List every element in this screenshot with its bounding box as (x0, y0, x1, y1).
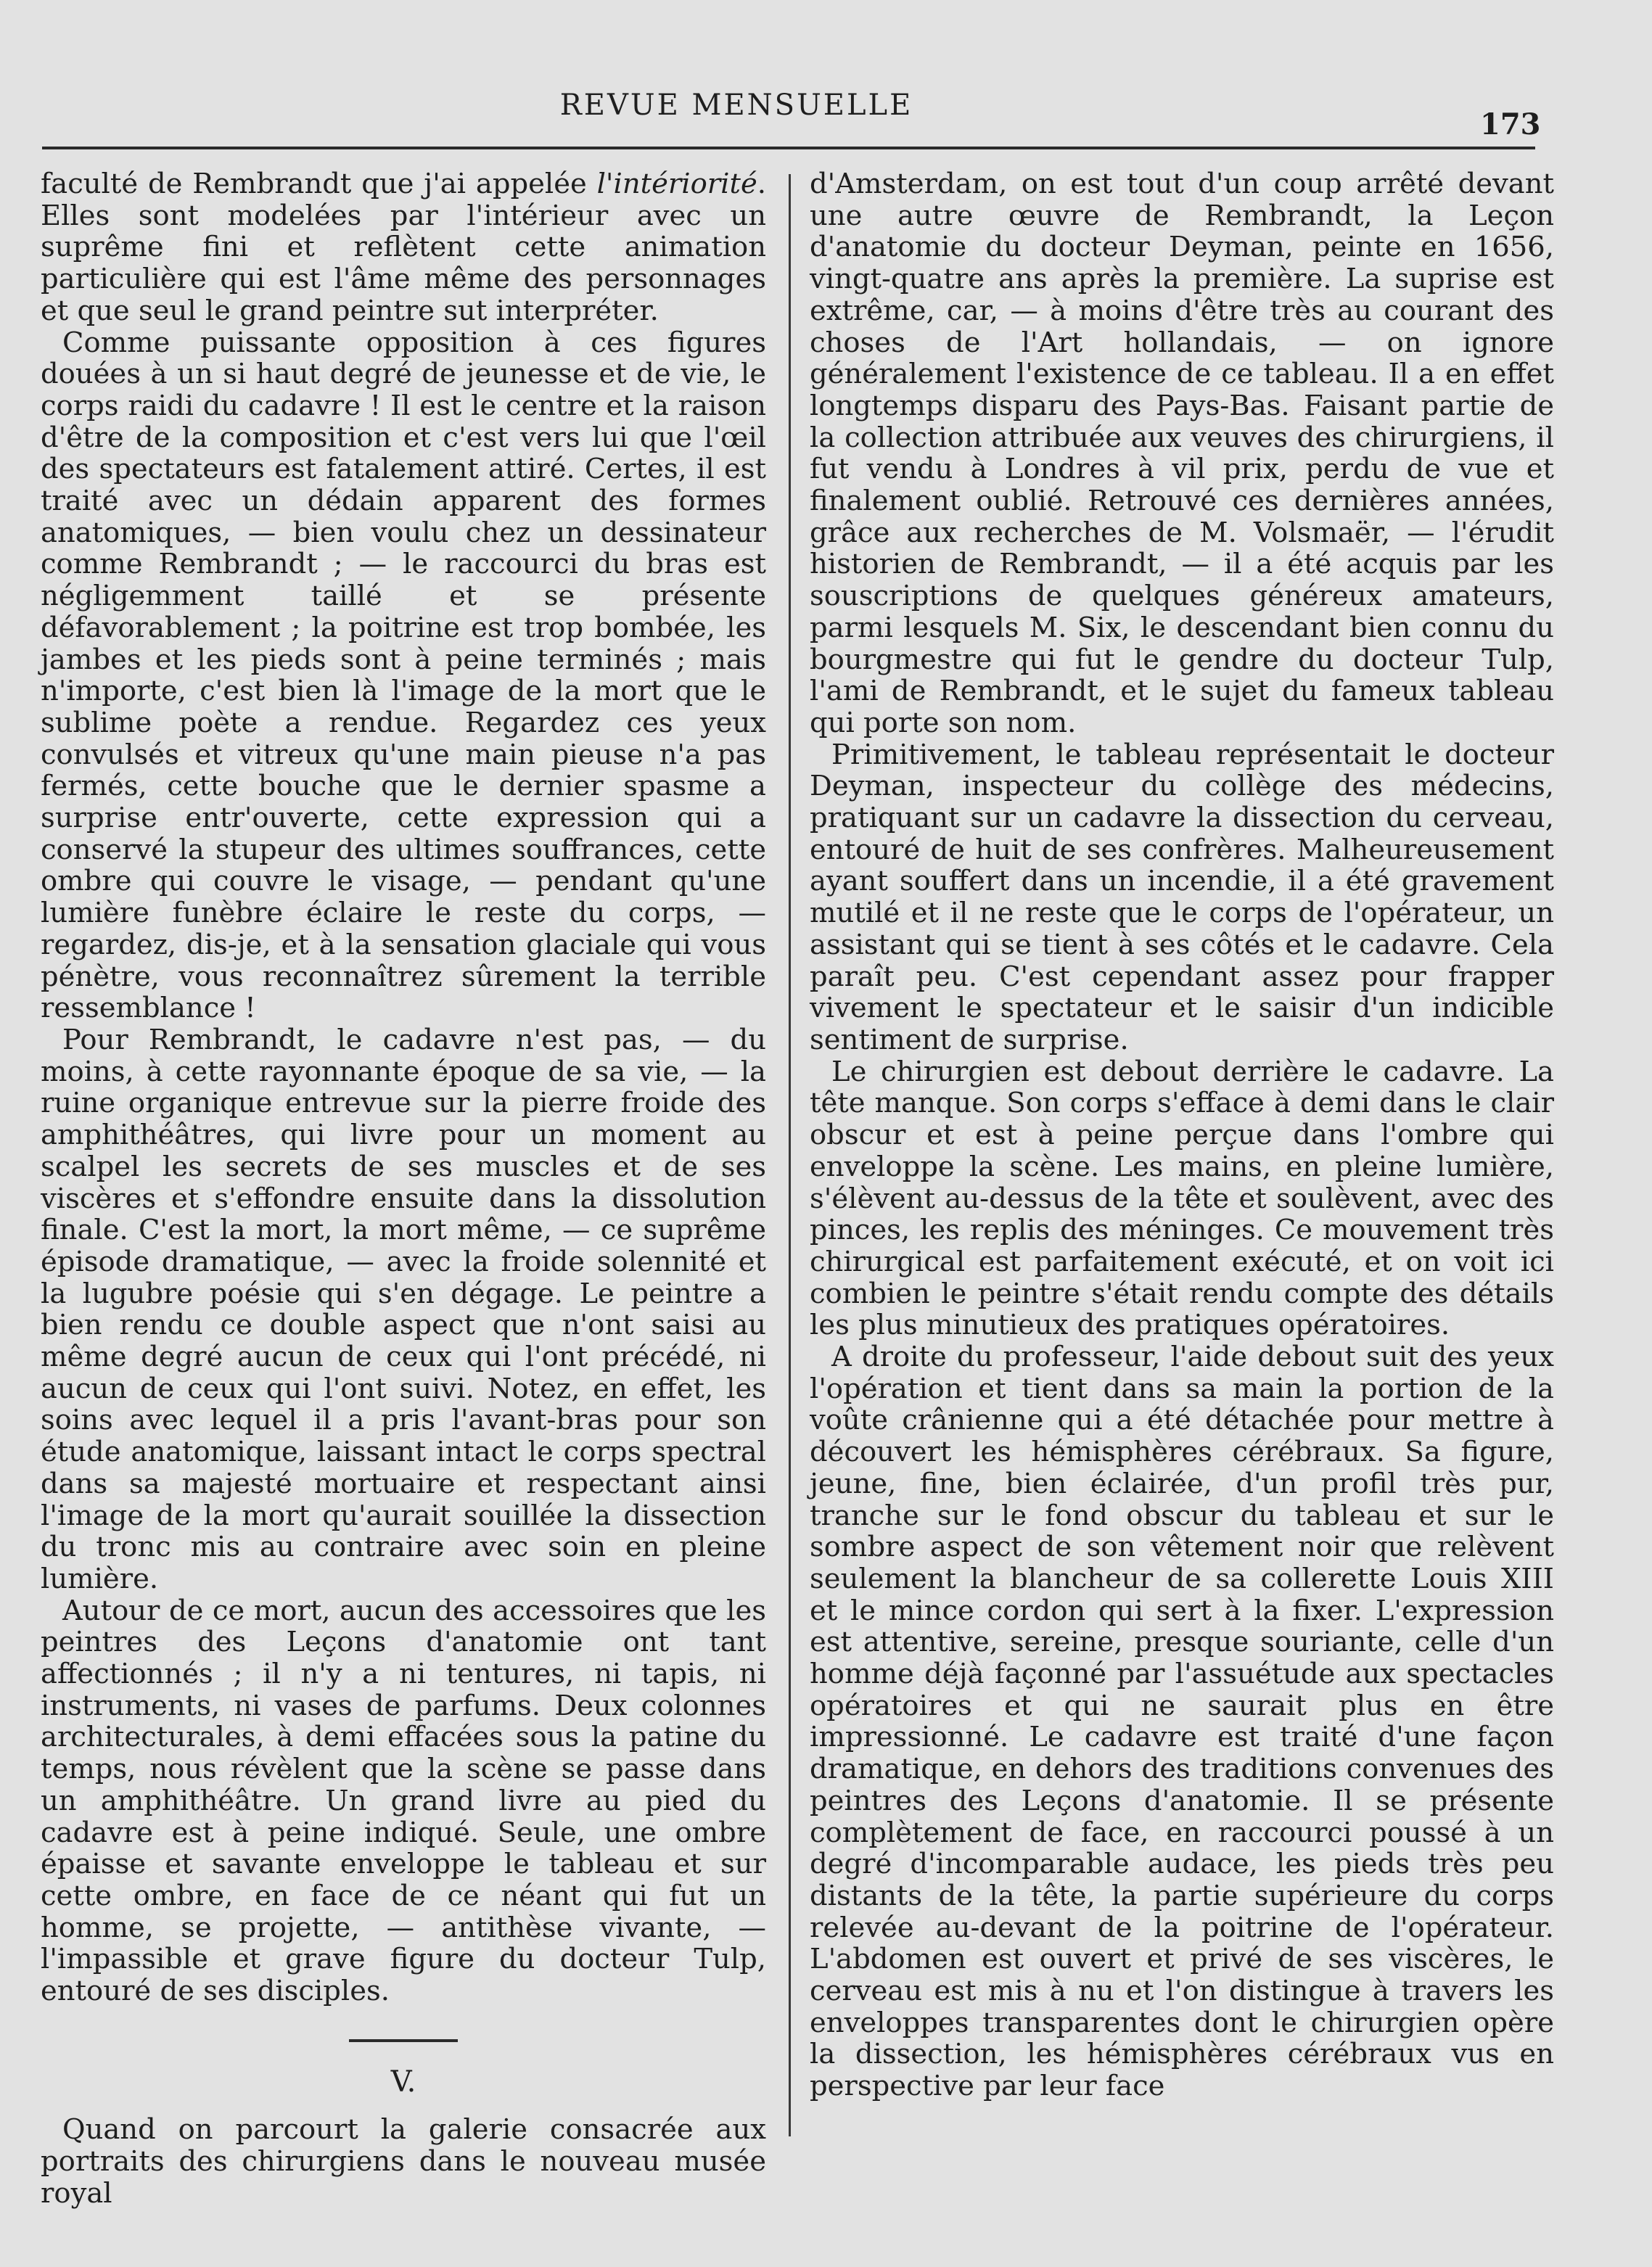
right-column (810, 168, 1554, 2102)
header-rule (42, 147, 1535, 149)
paragraph: Le chirurgien est debout derrière le cadavre. La tête manque. Son corps s'efface à demi dans le clair obscur et est à peine perçue dans l'ombre qui enveloppe la scène. Les mains, en pleine lumière, s'élèvent au-dessus de la tête et soulèvent, avec des pinces, les replis des méninges. Ce mouvement très chirurgical est parfaitement exécuté, et on voit ici combien le peintre s'était rendu compte des détails les plus minutieux des pratiques opératoires. (810, 1055, 1554, 1342)
paragraph: Primitivement, le tableau représentait le docteur Deyman, inspecteur du collège des médecins, pratiquant sur un cadavre la dissection du cerveau, entouré de huit de ses confrères. Malheureusement ayant souffert dans un incendie, il a été gravement mutilé et il ne reste que le corps de l'opérateur, un assistant qui se tient à ses côtés et le cadavre. Cela paraît peu. C'est cependant assez pour frapper vivement le spectateur et le saisir d'un indicible sentiment de surprise. (810, 738, 1554, 1056)
page-number: 173 (1480, 107, 1541, 141)
paragraph: Pour Rembrandt, le cadavre n'est pas, — du moins, à cette rayonnante époque de sa vie, — la ruine organique entrevue sur la pierre froide des amphithéâtres, qui livre pour un moment au scalpel les secrets de ses muscles et de ses viscères et s'effondre ensuite dans la dissolution finale. C'est la mort, la mort même, — ce suprême épisode dramatique, — avec la froide solennité et la lugubre poésie qui s'en dégage. Le peintre a bien rendu ce double aspect que n'ont saisi au même degré aucun de ceux qui l'ont précédé, ni aucun de ceux qui l'ont suivi. Notez, en effet, les soins avec lequel il a pris l'avant-bras pour son étude anatomique, laissant intact le corps spectral dans sa majesté mortuaire et respectant ainsi l'image de la mort qu'aurait souillée la dissection du tronc mis au contraire avec soin en pleine lumière. (41, 1023, 766, 1595)
italic-term: l'intériorité (596, 168, 757, 200)
paragraph: d'Amsterdam, on est tout d'un coup arrêté devant une autre œuvre de Rembrandt, la Leçon d'anatomie du docteur Deyman, peinte en 1656, vingt-quatre ans après la première. La suprise est extrême, car, — à moins d'être très au courant des choses de l'Art hollandais, — on ignore généralement l'existence de ce tableau. Il a en effet longtemps disparu des Pays-Bas. Faisant partie de la collection attribuée aux veuves des chirurgiens, il fut vendu à Londres à vil prix, perdu de vue et finalement oublié. Retrouvé ces dernières années, grâce aux recherches de M. Volsmaër, — l'érudit historien de Rembrandt, — il a été acquis par les souscriptions de quelques généreux amateurs, parmi lesquels M. Six, le descendant bien connu du bourgmestre qui fut le gendre du docteur Tulp, l'ami de Rembrandt, et le sujet du fameux tableau qui porte son nom. (810, 168, 1554, 739)
column-divider (789, 174, 791, 2136)
paragraph: A droite du professeur, l'aide debout suit des yeux l'opération et tient dans sa main la portion de la voûte crânienne qui a été détachée pour mettre à découvert les hémisphères cérébraux. Sa figure, jeune, fine, bien éclairée, d'un profil très pur, tranche sur le fond obscur du tableau et sur le sombre aspect de son vêtement noir que relèvent seulement la blancheur de sa collerette Louis XIII et le mince cordon qui sert à la fixer. L'expression est attentive, sereine, presque souriante, celle d'un homme déjà façonné par l'assuétude aux spectacles opératoires et qui ne saurait plus en être impressionné. Le cadavre est traité d'une façon dramatique, en dehors des traditions convenues des peintres des Leçons d'anatomie. Il se présente complètement de face, en raccourci poussé à un degré d'incomparable audace, les pieds très peu distants de la tête, la partie supérieure du corps relevée au-devant de la poitrine de l'opérateur. L'abdomen est ouvert et privé de ses viscères, le cerveau est mis à nu et l'on distingue à travers les enveloppes transparentes dont le chirurgien opère la dissection, les hémisphères cérébraux vus en perspective par leur face (810, 1341, 1554, 2103)
paragraph: Quand on parcourt la galerie consacrée aux portraits des chirurgiens dans le nouveau musée royal (41, 2113, 766, 2210)
left-column (41, 168, 766, 2210)
section-heading: V. (390, 2065, 416, 2099)
paragraph: Comme puissante opposition à ces figures douées à un si haut degré de jeunesse et de vie, le corps raidi du cadavre ! Il est le centre et la raison d'être de la composition et c'est vers lui que l'œil des spectateurs est fatalement attiré. Certes, il est traité avec un dédain apparent des formes anatomiques, — bien voulu chez un dessinateur comme Rembrandt ; — le raccourci du bras est négligemment taillé et se présente défavorablement ; la poitrine est trop bombée, les jambes et les pieds sont à peine terminés ; mais n'importe, c'est bien là l'image de la mort que le sublime poète a rendue. Regardez ces yeux convulsés et vitreux qu'une main pieuse n'a pas fermés, cette bouche que le dernier spasme a surprise entr'ouverte, cette expression qui a conservé la stupeur des ultimes souffrances, cette ombre qui couvre le visage, — pendant qu'une lumière funèbre éclaire le reste du corps, — regardez, dis-je, et à la sensation glaciale qui vous pénètre, vous reconnaîtrez sûrement la terrible ressemblance ! (41, 326, 766, 1025)
section-divider (349, 2039, 458, 2042)
text-run: . Elles sont modelées par l'intérieur avec un suprême fini et reflètent cette animation particulière qui est l'âme même des personnages et que seul le grand peintre sut interpréter. (41, 168, 766, 327)
paragraph: Autour de ce mort, aucun des accessoires que les peintres des Leçons d'anatomie ont tant affectionnés ; il n'y a ni tentures, ni tapis, ni instruments, ni vases de parfums. Deux colonnes architecturales, à demi effacées sous la patine du temps, nous révèlent que la scène se passe dans un amphithéâtre. Un grand livre au pied du cadavre est à peine indiqué. Seule, une ombre épaisse et savante enveloppe le tableau et sur cette ombre, en face de ce néant qui fut un homme, se projette, — antithèse vivante, — l'impassible et grave figure du docteur Tulp, entouré de ses disciples. (41, 1594, 766, 2008)
journal-title: REVUE MENSUELLE (559, 89, 913, 122)
text-run: faculté de Rembrandt que j'ai appelée (41, 168, 597, 200)
paragraph (41, 168, 766, 327)
